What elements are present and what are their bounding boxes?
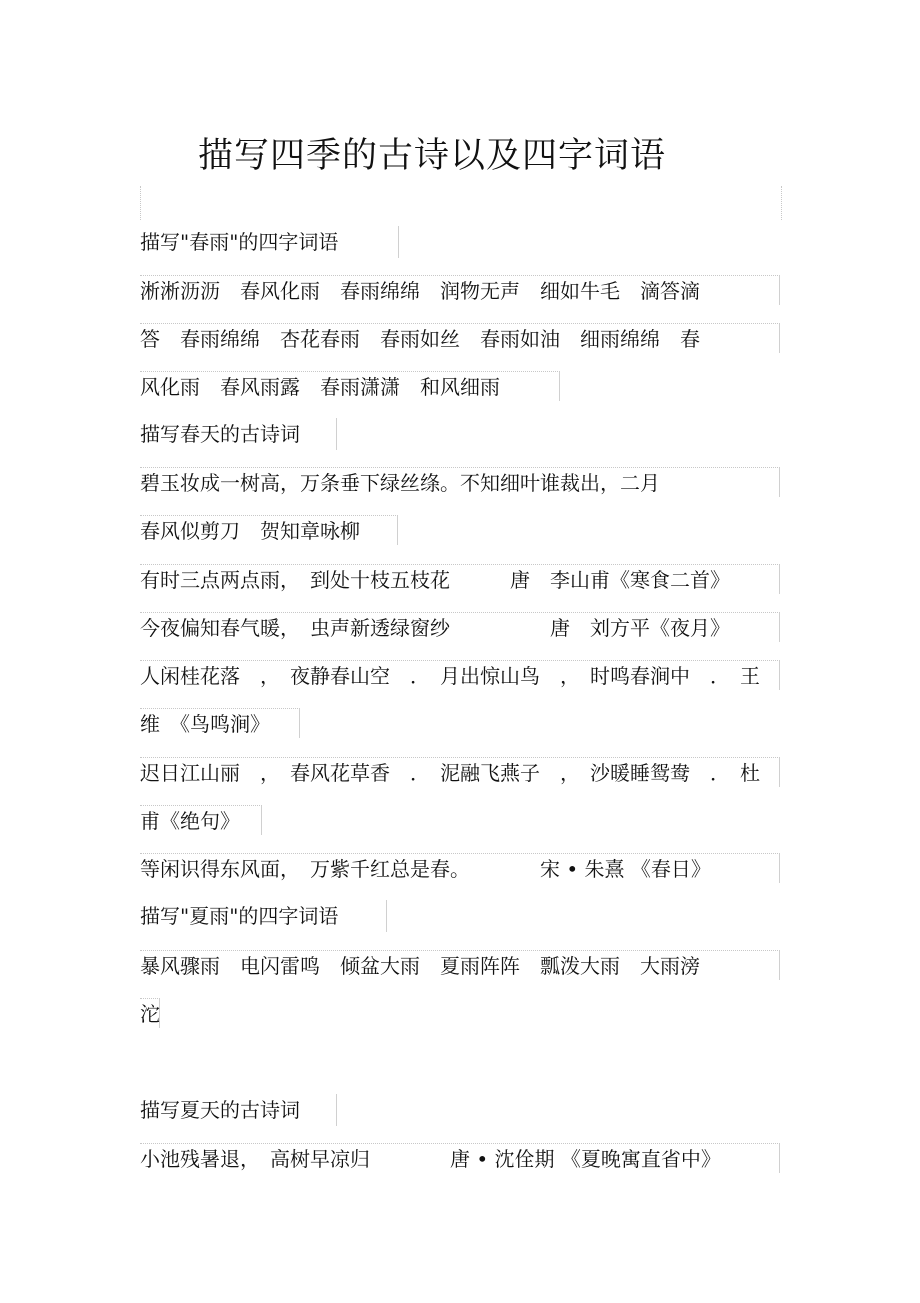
page-frame-top	[140, 186, 782, 220]
section-heading-summer-poems: 描写夏天的古诗词	[140, 1098, 300, 1122]
section-heading-spring-rain: 描写"春雨"的四字词语	[140, 230, 339, 254]
poem-line: 人闲桂花落 ， 夜静春山空 ． 月出惊山鸟 ， 时鸣春涧中 ． 王	[140, 660, 780, 690]
text-line: 暴风骤雨 电闪雷鸣 倾盆大雨 夏雨阵阵 瓢泼大雨 大雨滂	[140, 950, 780, 980]
poem-line: 有时三点两点雨， 到处十枝五枝花 唐 李山甫《寒食二首》	[140, 564, 780, 594]
text-line: 风化雨 春风雨露 春雨潇潇 和风细雨	[140, 371, 560, 401]
text-line: 答 春雨绵绵 杏花春雨 春雨如丝 春雨如油 细雨绵绵 春	[140, 323, 780, 353]
poem-line: 迟日江山丽 ， 春风花草香 ． 泥融飞燕子 ， 沙暖睡鸳鸯 ． 杜	[140, 757, 780, 787]
divider	[398, 226, 399, 258]
divider	[336, 418, 337, 450]
section-heading-spring-poems: 描写春天的古诗词	[140, 422, 300, 446]
divider	[336, 1094, 337, 1126]
page-title: 描写四季的古诗以及四字词语	[198, 136, 667, 176]
divider	[386, 900, 387, 932]
section-heading-summer-rain: 描写"夏雨"的四字词语	[140, 904, 339, 928]
poem-line: 等闲识得东风面， 万紫千红总是春。 宋 • 朱熹 《春日》	[140, 853, 780, 883]
poem-line: 小池残暑退， 高树早凉归 唐 • 沈佺期 《夏晚寓直省中》	[140, 1143, 780, 1173]
text-line: 淅淅沥沥 春风化雨 春雨绵绵 润物无声 细如牛毛 滴答滴	[140, 275, 780, 305]
poem-line: 甫《绝句》	[140, 805, 262, 835]
poem-line: 维 《鸟鸣涧》	[140, 708, 300, 738]
poem-line: 春风似剪刀 贺知章咏柳	[140, 515, 398, 545]
text-line: 沱	[140, 998, 160, 1028]
poem-line: 今夜偏知春气暖， 虫声新透绿窗纱 唐 刘方平《夜月》	[140, 612, 780, 642]
poem-line: 碧玉妆成一树高，万条垂下绿丝绦。不知细叶谁裁出，二月	[140, 467, 780, 497]
